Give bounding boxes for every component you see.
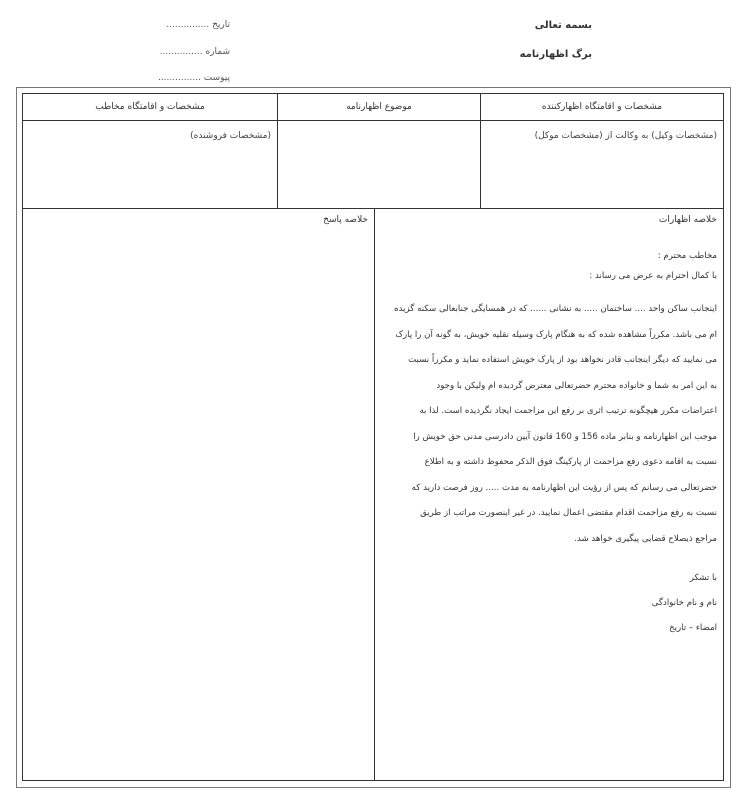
bismillah: بسمه تعالی [534, 20, 592, 31]
paragraph-line: اعتراضات مکرر هیچگونه ترتیب اثری بر رفع این مزاحمت ایجاد نگردیده است. لذا به [419, 406, 717, 416]
paragraph-line: می نمایید که دیگر اینجانب قادر نخواهد بود از پارک خویش استفاده نماید و مکرراً نسبت [408, 355, 717, 365]
paragraph-line: به این امر به شما و خانواده محترم حضرتعالی معترض گردیده ام ولیکن با وجود [436, 380, 717, 391]
col-subject-header: موضوع اظهارنامه [278, 94, 481, 121]
date-label: تاریخ [212, 20, 230, 30]
summary-column [374, 209, 723, 780]
paragraph-line: مراجع ذیصلاح قضایی پیگیری خواهد شد. [574, 533, 717, 544]
number-label: شماره [205, 47, 230, 57]
sign-line: امضاء – تاریخ [669, 623, 717, 633]
name-line: نام و نام خانوادگی [651, 598, 717, 608]
greeting: با کمال احترام به عرض می رساند : [589, 271, 717, 281]
paragraph-line: نسبت به رفع مزاحمت اقدام مقتضی اعمال نمایید. در غیر اینصورت مراتب از طریق [420, 508, 717, 518]
date-field [150, 20, 230, 30]
paragraph-line: ام می باشد. مکرراً مشاهده شده که به هنگام پارک وسیله نقلیه خویش، به گونه آن را پارک [395, 329, 717, 340]
attachment-field [150, 73, 230, 83]
paragraph-line: نسبت به اقامه دعوی رفع مزاحمت از پارکینگ فوق الذکر محفوظ داشته و به اطلاع [424, 457, 717, 467]
signature-block [375, 566, 723, 641]
recipient-cell [23, 121, 278, 209]
number-field [150, 47, 230, 57]
number-dots: ............... [159, 47, 203, 57]
paragraph-line: حضرتعالی می رسانم که پس از رؤیت این اظهارنامه به مدت ..... روز فرصت دارید که [411, 482, 717, 493]
subject-cell [278, 121, 481, 209]
col-recipient-header: مشخصات و اقامتگاه مخاطب [23, 94, 278, 121]
closing: با تشکر [689, 573, 717, 583]
sender-cell [481, 121, 724, 209]
date-dots: ............... [166, 20, 210, 30]
paragraph-line: موجب این اظهارنامه و بنابر ماده 156 و 160 قانون آیین دادرسی مدنی حق خویش را [413, 431, 717, 442]
body-paragraph [375, 297, 723, 552]
attachment-label: پیوست [203, 73, 230, 83]
sender-value: (مشخصات وکیل) به وکالت از (مشخصات موکل) [534, 131, 717, 141]
summary-title: خلاصه اظهارات [658, 215, 717, 225]
attachment-dots: ............... [157, 73, 201, 83]
recipient-value: (مشخصات فروشنده) [190, 131, 271, 141]
form-title: برگ اظهارنامه [519, 49, 592, 60]
reply-column [23, 209, 374, 780]
salutation: مخاطب محترم : [657, 251, 717, 261]
body-row [23, 209, 724, 781]
paragraph-line: اینجانب ساکن واحد .... ساختمان ..... به نشانی ...... که در همسایگی جنابعالی سکنه گزیده [394, 304, 717, 314]
col-sender-header: مشخصات و اقامتگاه اظهارکننده [481, 94, 724, 121]
reply-title: خلاصه پاسخ [323, 215, 368, 225]
declaration-form-table [22, 93, 724, 781]
